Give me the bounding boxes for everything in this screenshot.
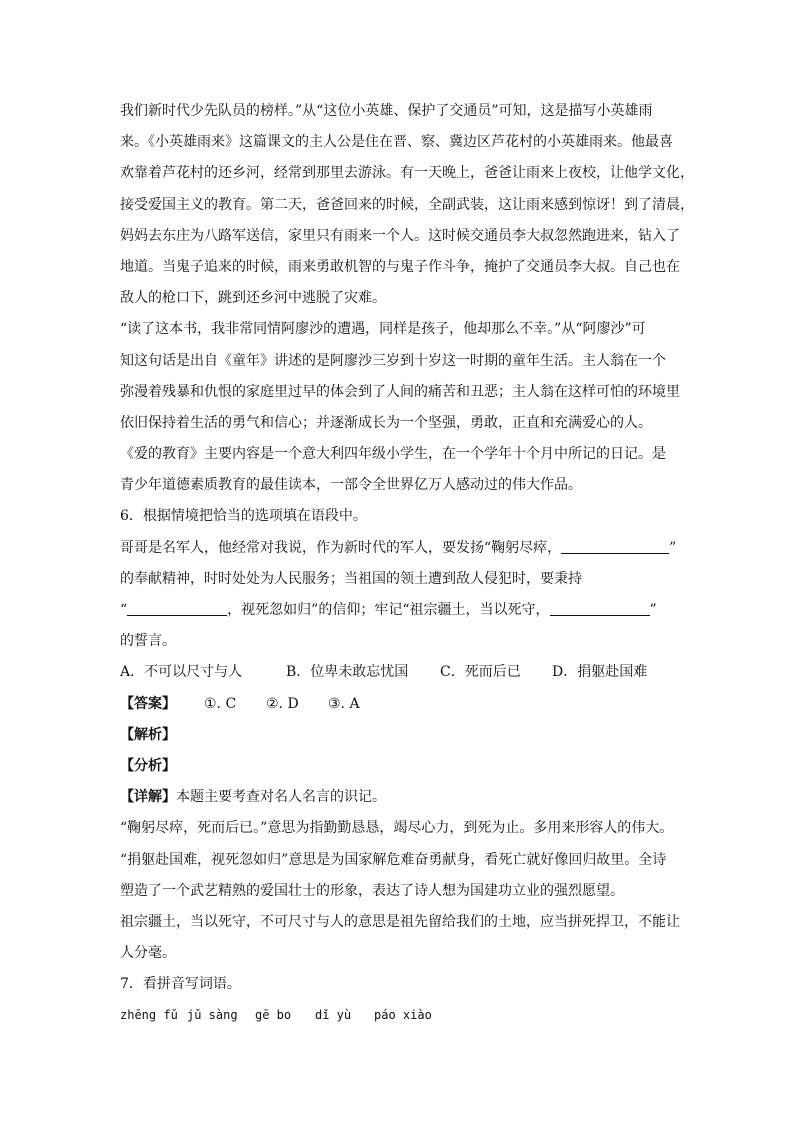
- text-line: 青少年道德素质教育的最佳读本，一部令全世界亿万人感动过的伟大作品。: [120, 477, 582, 494]
- explanation-line: 人分毫。: [120, 945, 176, 962]
- explanation-line: 祖宗疆土，当以死守，不可尺寸与人的意思是祖先留给我们的土地，应当拼死捍卫，不能让: [120, 913, 680, 930]
- pinyin-word: gē bo: [255, 1008, 292, 1023]
- explanation-line: “鞠躬尽瘁，死而后已。”意思为指勤勤恳恳，竭尽心力，到死为止。多用来形容人的伟大。: [120, 820, 674, 837]
- text-line: 欢靠着芦花村的还乡河，经常到那里去游泳。有一天晚上，爸爸让雨来上夜校，让他学文化，: [120, 165, 694, 182]
- question-6-line-4: 的誓言。: [120, 633, 176, 650]
- answer-row: [120, 689, 680, 720]
- pinyin-row: [120, 1000, 680, 1031]
- answer-blank-2[interactable]: [127, 599, 227, 616]
- pinyin-word: jǔ sàng: [187, 1008, 238, 1023]
- pinyin-word: zhēng fǔ: [120, 1008, 178, 1023]
- options-row: [120, 657, 680, 688]
- detail-text: 本题主要考查对名人名言的识记。: [176, 789, 386, 806]
- option-b: B．位卑未敢忘忧国: [286, 664, 409, 681]
- question-6-line-3: [120, 595, 680, 626]
- option-a: A．不可以尺寸与人: [120, 664, 243, 681]
- question-6-line-1: [120, 533, 680, 564]
- text-line: 依旧保持着生活的勇气和信心；并逐渐成长为一个坚强，勇敢，正直和充满爱心的人。: [120, 414, 652, 431]
- detail-label: 【详解】: [120, 789, 176, 806]
- analysis-label: 【解析】: [120, 726, 176, 743]
- answer-label: 【答案】: [120, 695, 176, 712]
- text-line: “读了这本书，我非常同情阿廖沙的遭遇，同样是孩子，他却那么不幸。”从“阿廖沙”可: [120, 321, 646, 338]
- question-6-title: 6．根据情境把恰当的选项填在语段中。: [120, 508, 367, 525]
- option-c: C．死而后已: [440, 664, 521, 681]
- pinyin-word: páo xiào: [374, 1008, 432, 1023]
- option-d: D．捐躯赴国难: [552, 664, 648, 681]
- text-line: 来。《小英雄雨来》这篇课文的主人公是住在晋、察、冀边区芦花村的小英雄雨来。他最喜: [120, 134, 673, 151]
- q6-text: ，视死忽如归”的信仰；牢记“祖宗疆土，当以死守，: [227, 602, 550, 618]
- text-line: 我们新时代少先队员的榜样。”从“这位小英雄、保护了交通员”可知，这是描写小英雄雨: [120, 103, 653, 119]
- document-page: [120, 96, 694, 1032]
- pinyin-word: dǐ yù: [315, 1008, 352, 1023]
- text-line: 敌人的枪口下，跳到还乡河中逃脱了灾难。: [120, 290, 386, 307]
- q6-text: ”: [669, 539, 677, 556]
- q6-text: “: [120, 602, 128, 618]
- fenxi-label: 【分析】: [120, 757, 176, 774]
- explanation-line: 塑造了一个武艺精熟的爱国壮士的形象，表达了诗人想为国建功立业的强烈愿望。: [120, 882, 624, 899]
- question-6-line-2: 的奉献精神，时时处处为人民服务；当祖国的领土遭到敌人侵犯时，要秉持: [120, 570, 582, 587]
- explanation-line: “捐躯赴国难，视死忽如归”意思是为国家解危难奋勇献身，看死亡就好像回归故里。全诗: [120, 851, 667, 868]
- answer-3: ③. A: [328, 695, 360, 712]
- answer-2: ②. D: [266, 695, 299, 712]
- text-line: 《爱的教育》主要内容是一个意大利四年级小学生，在一个学年十个月中所记的日记。是: [120, 446, 666, 463]
- detail-row: [120, 782, 680, 813]
- text-line: 接受爱国主义的教育。第二天，爸爸回来的时候，全副武装，这让雨来感到惊讶！到了清晨，: [120, 196, 694, 213]
- q6-text: 哥哥是名军人，他经常对我说，作为新时代的军人，要发扬“鞠躬尽瘁，: [120, 539, 562, 556]
- text-line: 妈妈去东庄为八路军送信，家里只有雨来一个人。这时候交通员李大叔忽然跑进来，钻入了: [120, 227, 680, 244]
- answer-1: ①. C: [204, 695, 237, 712]
- text-line: 地道。当鬼子追来的时候，雨来勇敢机智的与鬼子作斗争，掩护了交通员李大叔。自己也在: [120, 258, 680, 275]
- answer-blank-3[interactable]: [550, 599, 650, 616]
- text-line: 知这句话是出自《童年》讲述的是阿廖沙三岁到十岁这一时期的童年生活。主人翁在一个: [120, 352, 666, 369]
- question-7-title: 7．看拼音写词语。: [120, 976, 241, 993]
- q6-text: ”: [649, 602, 657, 618]
- text-line: 弥漫着残暴和仇恨的家庭里过早的体会到了人间的痛苦和丑恶；主人翁在这样可怕的环境里: [120, 383, 680, 400]
- answer-blank-1[interactable]: [561, 537, 669, 554]
